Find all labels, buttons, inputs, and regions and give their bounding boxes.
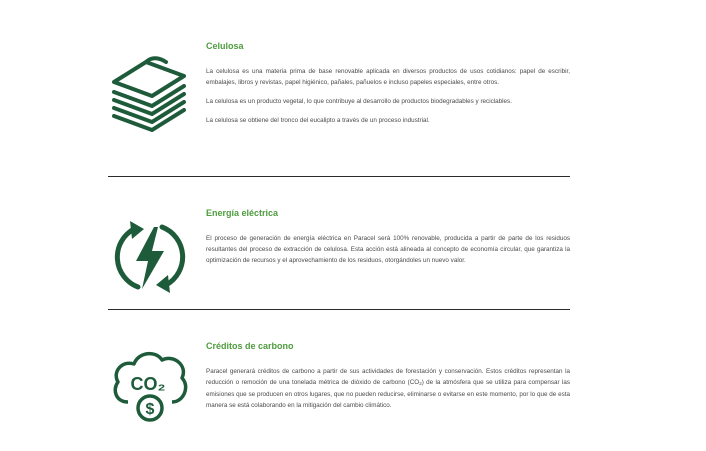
- section-paragraph: La celulosa se obtiene del tronco del eucalipto a través de un proceso industrial.: [206, 117, 430, 124]
- co2-label: CO₂: [130, 374, 166, 394]
- section-title: Créditos de carbono: [206, 341, 294, 351]
- section-paragraph: La celulosa es un producto vegetal, lo que contribuye al desarrollo de productos biodegradables y reciclables.: [206, 98, 512, 105]
- section-paragraph: Paracel generará créditos de carbono a partir de sus actividades de forestación y conservación. Estos créditos representan la reducción o remoción de una tonelada métrica de dióxido de carbono $(CO_2)$ de la atmósfera que se utiliza para compensar las emisiones que se producen en otros lugares, que no pueden reducirse, eliminarse o evitarse en este momento, por lo que de esta manera se está colaborando en la mitigación del cambio climático.: [206, 368, 570, 409]
- renewable-energy-icon: [108, 215, 192, 299]
- section-paragraph: La celulosa es una materia prima de base renovable aplicada en diversos productos de usos cotidianos: papel de escribir, embalajes, libros y revistas, papel higiénico, pañales, pañuelos e incluso papeles especiales, entre otros.: [206, 68, 570, 86]
- co2-cloud-dollar-icon: [108, 344, 192, 428]
- paper-stack-icon: [108, 54, 192, 138]
- svg-text:$: $: [145, 401, 155, 418]
- section-paragraph: El proceso de generación de energía eléctrica en Paracel será 100% renovable, producida a partir de parte de los residuos resultantes del proceso de extracción de celulosa. Esta acción está alineada al concepto de economía circular, que garantiza la optimización de recursos y el aprovechamiento de los residuos, otorgándoles un nuevo valor.: [206, 235, 570, 264]
- section-divider: [108, 309, 570, 310]
- section-title: Celulosa: [206, 41, 244, 51]
- section-title: Energía eléctrica: [206, 208, 279, 218]
- section-divider: [108, 176, 570, 177]
